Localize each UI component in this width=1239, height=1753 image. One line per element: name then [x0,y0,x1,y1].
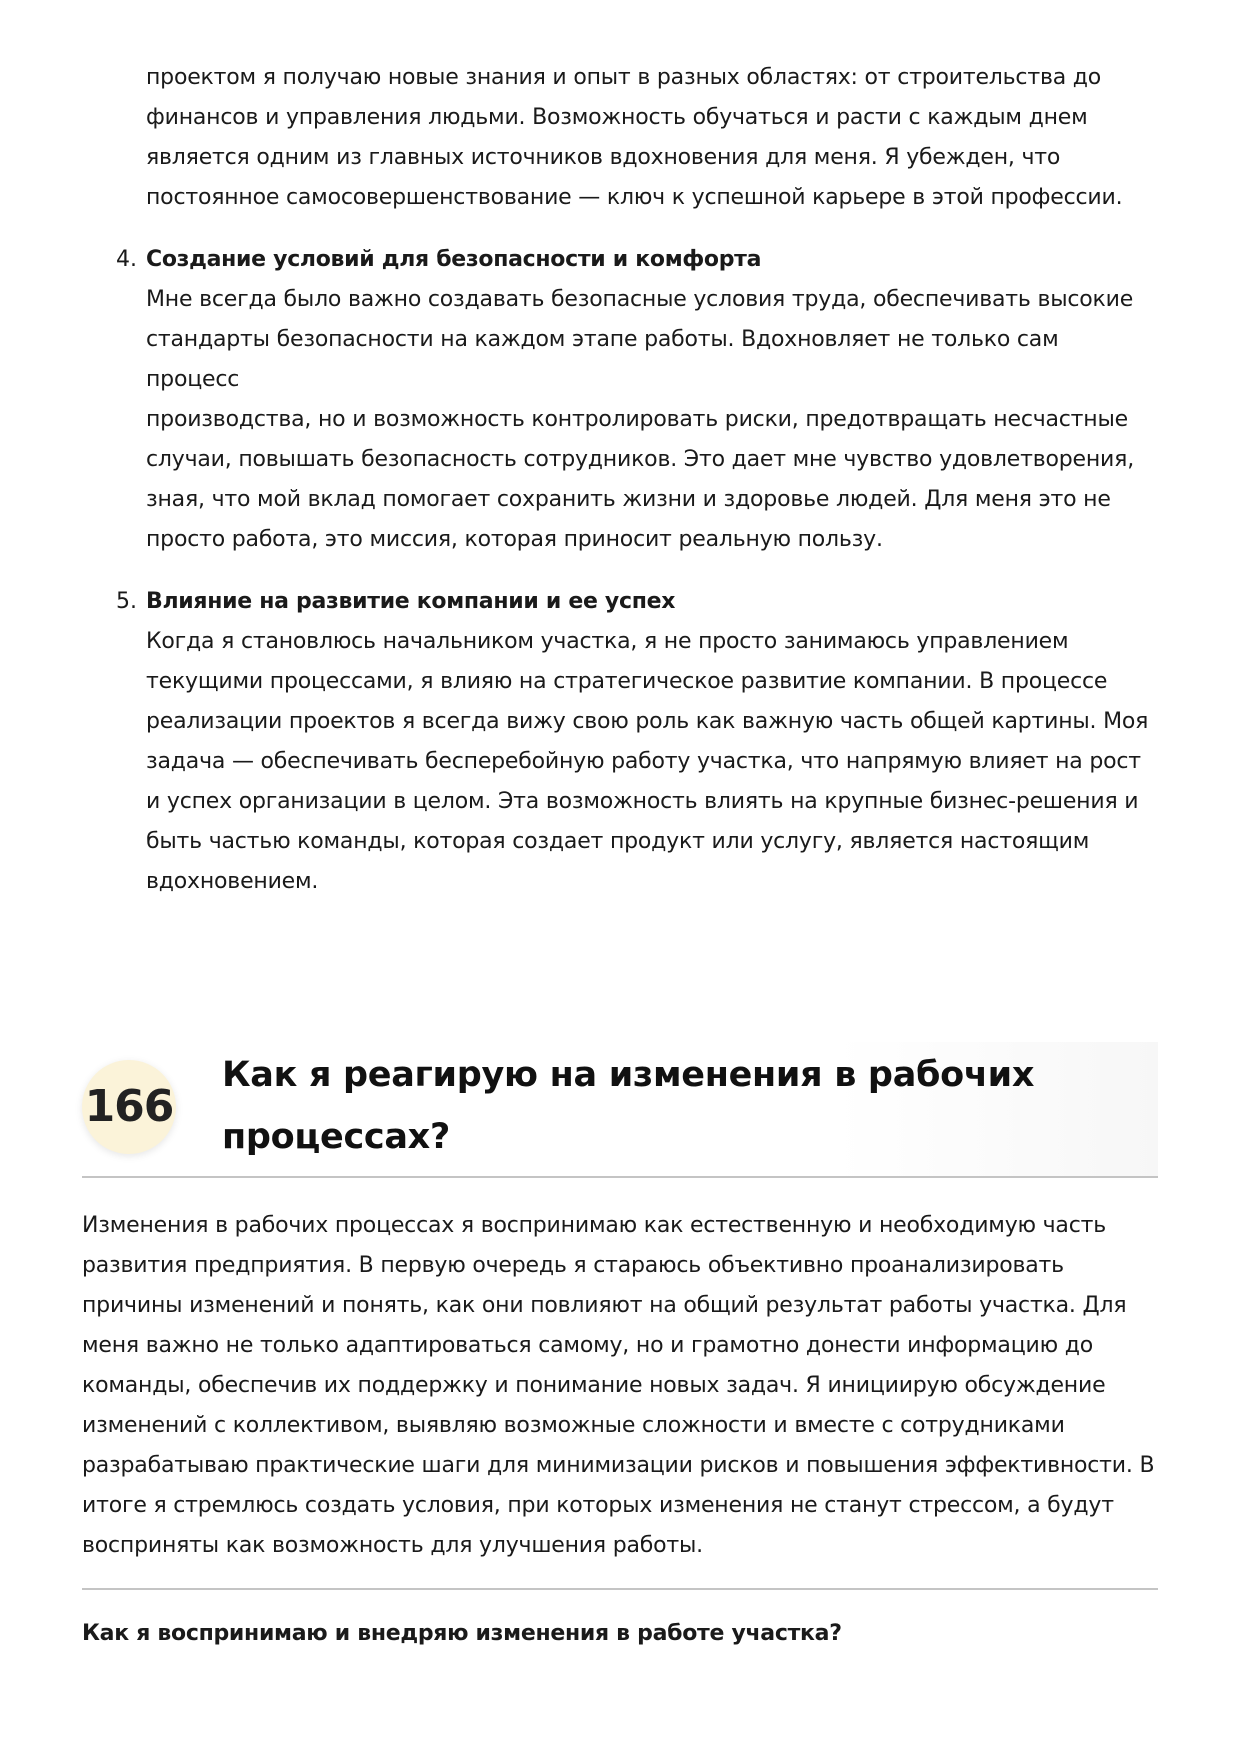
list-item-number: 5. [116,589,137,614]
text-line: изменений с коллективом, выявляю возможные сложности и вместе с сотрудниками [82,1413,1065,1438]
list-item [116,240,1156,560]
text-line: и успех организации в целом. Эта возможность влиять на крупные бизнес-решения и [146,789,1139,814]
text-line: восприняты как возможность для улучшения работы. [82,1533,703,1558]
list-item-number: 4. [116,247,137,272]
text-line: проектом я получаю новые знания и опыт в разных областях: от строительства до [146,65,1102,90]
section-title-line: процессах? [222,1117,450,1157]
question-section [82,1042,1158,1654]
section-header [82,1042,1158,1178]
text-line: случаи, повышать безопасность сотрудников. Это дает мне чувство удовлетворения, [146,447,1134,472]
text-line: текущими процессами, я влияю на стратегическое развитие компании. В процессе [146,669,1108,694]
text-line: быть частью команды, которая создает продукт или услугу, является настоящим [146,829,1090,854]
question-number-badge: 166 [82,1060,176,1154]
text-line: является одним из главных источников вдохновения для меня. Я убежден, что [146,145,1061,170]
text-line: просто работа, это миссия, которая приносит реальную пользу. [146,527,883,552]
inspiration-list [116,58,1156,902]
text-line: Изменения в рабочих процессах я воспринимаю как естественную и необходимую часть [82,1213,1106,1238]
text-line: Мне всегда было важно создавать безопасные условия труда, обеспечивать высокие [146,287,1134,312]
text-line: причины изменений и понять, как они повлияют на общий результат работы участка. Для [82,1293,1127,1318]
list-item-title: Влияние на развитие компании и ее успех [146,589,676,614]
list-item-title: Создание условий для безопасности и комфорта [146,247,762,272]
section-divider [82,1588,1158,1590]
subheading: Как я воспринимаю и внедряю изменения в работе участка? [82,1621,842,1646]
section-body [82,1206,1158,1566]
text-line: вдохновением. [146,869,319,894]
text-line: финансов и управления людьми. Возможность обучаться и расти с каждым днем [146,105,1088,130]
text-line: стандарты безопасности на каждом этапе работы. Вдохновляет не только сам процесс [146,327,1059,392]
text-line: реализации проектов я всегда вижу свою роль как важную часть общей картины. Моя [146,709,1149,734]
text-line: производства, но и возможность контролировать риски, предотвращать несчастные [146,407,1128,432]
text-line: развития предприятия. В первую очередь я стараюсь объективно проанализировать [82,1253,1064,1278]
text-line: команды, обеспечив их поддержку и понимание новых задач. Я инициирую обсуждение [82,1373,1106,1398]
text-line: разрабатываю практические шаги для минимизации рисков и повышения эффективности. В [82,1453,1155,1478]
section-title-line: Как я реагирую на изменения в рабочих [222,1055,1035,1095]
text-line: меня важно не только адаптироваться самому, но и грамотно донести информацию до [82,1333,1093,1358]
text-line: зная, что мой вклад помогает сохранить жизни и здоровье людей. Для меня это не [146,487,1111,512]
text-line: задача — обеспечивать бесперебойную работу участка, что напрямую влияет на рост [146,749,1141,774]
list-item [116,582,1156,902]
text-line: итоге я стремлюсь создать условия, при которых изменения не станут стрессом, а будут [82,1493,1114,1518]
text-line: постоянное самосовершенствование — ключ к успешной карьере в этой профессии. [146,185,1123,210]
continuation-paragraph [146,58,1156,218]
text-line: Когда я становлюсь начальником участка, я не просто занимаюсь управлением [146,629,1069,654]
section-title [222,1044,1122,1168]
